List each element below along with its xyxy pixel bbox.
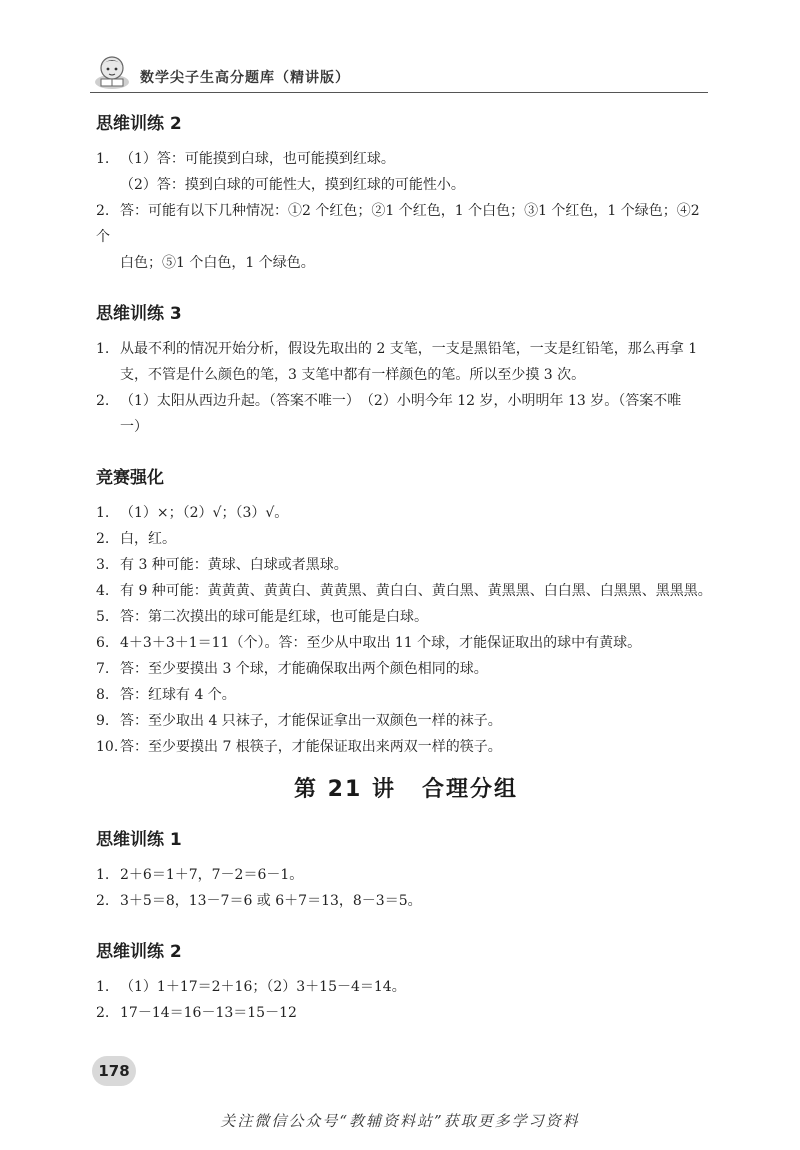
answer-line [96, 500, 716, 526]
item-number: 8. [96, 687, 110, 703]
answer-line [96, 656, 716, 682]
answer-line [96, 362, 716, 388]
answer-line [96, 414, 716, 440]
item-text: 17－14＝16－13＝15－12 [120, 1005, 297, 1021]
item-text: （1）×；（2）√；（3）√。 [120, 505, 289, 521]
item-number: 1. [96, 151, 110, 167]
section-heading: 思维训练 1 [96, 830, 182, 850]
answer-line [96, 250, 716, 276]
item-text: 白色；⑤1 个白色，1 个绿色。 [120, 255, 315, 271]
item-number: 1. [96, 867, 110, 883]
item-text: 有 9 种可能：黄黄黄、黄黄白、黄黄黑、黄白白、黄白黑、黄黑黑、白白黑、白黑黑、黑黑黑。 [120, 583, 712, 599]
lecture-number: 第 21 讲 [294, 777, 396, 802]
lecture-name: 合理分组 [421, 777, 518, 802]
answer-content [96, 112, 716, 1026]
item-number: 6. [96, 635, 110, 651]
item-number: 4. [96, 583, 110, 599]
cartoon-student-reading-icon [92, 52, 132, 92]
item-number: 2. [96, 203, 110, 219]
item-text: 2＋6＝1＋7，7－2＝6－1。 [120, 867, 304, 883]
footer-note: 关注微信公众号“教辅资料站”获取更多学习资料 [220, 1112, 580, 1130]
item-number: 10. [96, 739, 119, 755]
answer-line [96, 172, 716, 198]
answer-line [96, 682, 716, 708]
item-number: 7. [96, 661, 110, 677]
book-title: 数学尖子生高分题库（精讲版） [140, 70, 350, 86]
item-text: 答：至少要摸出 3 个球，才能确保取出两个颜色相同的球。 [120, 661, 488, 677]
answer-line [96, 974, 716, 1000]
answer-line [96, 336, 716, 362]
item-number: 5. [96, 609, 110, 625]
answer-line [96, 604, 716, 630]
answer-line [96, 146, 716, 172]
item-number: 2. [96, 893, 110, 909]
answer-line [96, 734, 716, 760]
item-text: 答：红球有 4 个。 [120, 687, 236, 703]
item-text: 答：可能有以下几种情况：①2 个红色；②1 个红色，1 个白色；③1 个红色，1 个绿色；④2 个 [96, 203, 700, 245]
item-number: 3. [96, 557, 110, 573]
section-heading: 思维训练 2 [96, 942, 182, 962]
item-text: 有 3 种可能：黄球、白球或者黑球。 [120, 557, 348, 573]
item-number: 1. [96, 979, 110, 995]
page-number: 178 [92, 1056, 136, 1086]
section-heading: 竞赛强化 [96, 468, 164, 488]
item-text: （1）答：可能摸到白球，也可能摸到红球。 [120, 151, 395, 167]
answer-line [96, 198, 716, 250]
item-text: 从最不利的情况开始分析，假设先取出的 2 支笔，一支是黑铅笔，一支是红铅笔，那么再拿 1 [120, 341, 698, 357]
item-text: 答：至少要摸出 7 根筷子，才能保证取出来两双一样的筷子。 [120, 739, 502, 755]
item-number: 2. [96, 393, 110, 409]
item-text: 答：第二次摸出的球可能是红球，也可能是白球。 [120, 609, 428, 625]
item-number: 9. [96, 713, 110, 729]
answer-line [96, 578, 716, 604]
answer-line [96, 552, 716, 578]
answer-line [96, 708, 716, 734]
answer-line [96, 388, 716, 414]
item-text: 答：至少取出 4 只袜子，才能保证拿出一双颜色一样的袜子。 [120, 713, 502, 729]
lecture-title [96, 774, 716, 806]
item-number: 2. [96, 531, 110, 547]
item-number: 2. [96, 1005, 110, 1021]
section-heading: 思维训练 2 [96, 114, 182, 134]
answer-line [96, 888, 716, 914]
item-text: 白，红。 [120, 531, 176, 547]
item-text: （2）答：摸到白球的可能性大，摸到红球的可能性小。 [120, 177, 465, 193]
item-text: （1）太阳从西边升起。（答案不唯一） （2）小明今年 12 岁，小明明年 13 岁。（答案不唯 [120, 393, 682, 409]
page-header [92, 52, 350, 92]
item-number: 1. [96, 505, 110, 521]
section-heading: 思维训练 3 [96, 304, 182, 324]
header-divider [90, 92, 708, 93]
item-text: 一） [120, 419, 148, 435]
answer-line [96, 1000, 716, 1026]
item-text: 支，不管是什么颜色的笔，3 支笔中都有一样颜色的笔。所以至少摸 3 次。 [120, 367, 586, 383]
item-text: 4＋3＋3＋1＝11（个）。答：至少从中取出 11 个球，才能保证取出的球中有黄球。 [120, 635, 642, 651]
item-text: （1）1＋17＝2＋16；（2）3＋15－4＝14。 [120, 979, 406, 995]
item-number: 1. [96, 341, 110, 357]
item-text: 3＋5＝8，13－7＝6 或 6＋7＝13，8－3＝5。 [120, 893, 422, 909]
answer-line [96, 526, 716, 552]
answer-line [96, 862, 716, 888]
answer-line [96, 630, 716, 656]
